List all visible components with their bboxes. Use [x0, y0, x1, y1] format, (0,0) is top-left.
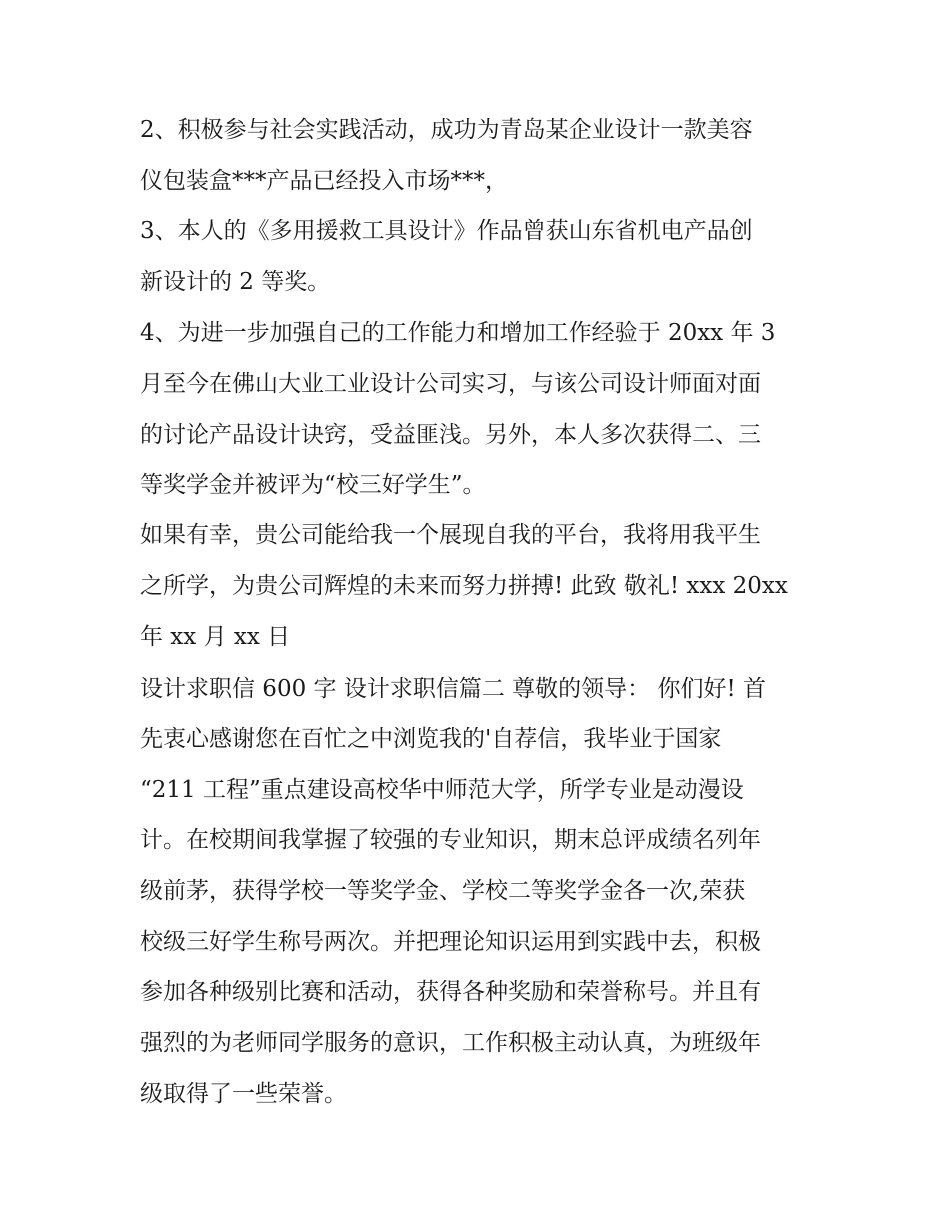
text-line: 强烈的为老师同学服务的意识，工作积极主动认真，为班级年 — [140, 1030, 761, 1056]
text-line: 3、本人的《多用援救工具设计》作品曾获山东省机电产品创 — [140, 218, 753, 244]
text-line: 的讨论产品设计诀窍，受益匪浅。另外，本人多次获得二、三 — [140, 422, 761, 448]
text-line: 参加各种级别比赛和活动，获得各种奖励和荣誉称号。并且有 — [140, 979, 761, 1005]
text-line: 新设计的 2 等奖。 — [140, 269, 331, 295]
text-line: 先衷心感谢您在百忙之中浏览我的'自荐信，我毕业于国家 — [140, 726, 722, 752]
text-line: 月至今在佛山大业工业设计公司实习，与该公司设计师面对面 — [140, 371, 761, 397]
text-line: 4、为进一步加强自己的工作能力和增加工作经验于 20xx 年 3 — [140, 320, 776, 346]
text-line: 2、积极参与社会实践活动，成功为青岛某企业设计一款美容 — [140, 117, 753, 143]
text-line: 级前茅，获得学校一等奖学金、学校二等奖学金各一次,荣获 — [140, 878, 746, 904]
text-line: “211 工程”重点建设高校华中师范大学，所学专业是动漫设 — [140, 777, 744, 803]
text-line: 仪包装盒***产品已经投入市场***， — [140, 168, 508, 194]
text-line: 如果有幸，贵公司能给我一个展现自我的平台，我将用我平生 — [140, 522, 761, 548]
text-line: 设计求职信 600 字 设计求职信篇二 尊敬的领导： 你们好! 首 — [140, 676, 767, 702]
text-line: 等奖学金并被评为“校三好学生”。 — [140, 472, 486, 498]
text-line: 级取得了一些荣誉。 — [140, 1081, 347, 1107]
text-line: 年 xx 月 xx 日 — [140, 624, 291, 650]
text-line: 校级三好学生称号两次。并把理论知识运用到实践中去，积极 — [140, 929, 761, 955]
text-line: 之所学，为贵公司辉煌的未来而努力拼搏! 此致 敬礼! xxx 20xx — [140, 573, 788, 599]
text-line: 计。在校期间我掌握了较强的专业知识，期末总评成绩名列年 — [140, 827, 761, 853]
